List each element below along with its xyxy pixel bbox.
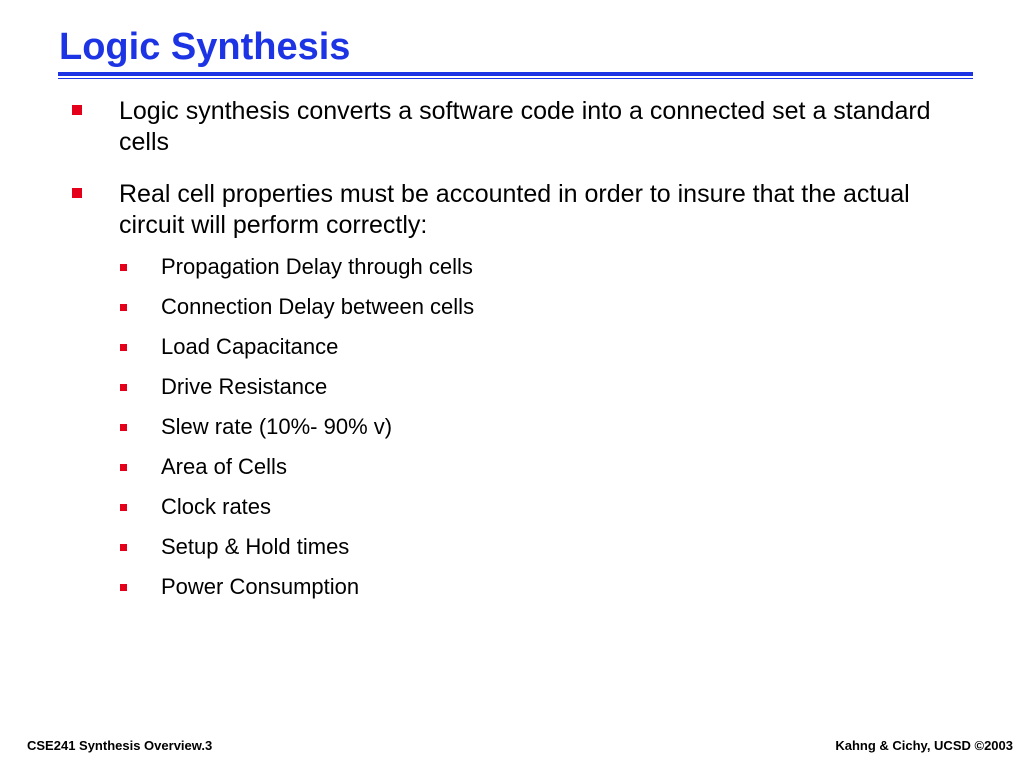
bullet-text: Logic synthesis converts a software code into a connected set a standard cells xyxy=(119,97,931,156)
sub-bullet-item xyxy=(161,254,941,280)
sub-bullet-item xyxy=(161,414,941,440)
bullet-text: Real cell properties must be accounted in order to insure that the actual circuit will perform correctly: xyxy=(119,180,910,239)
sub-bullet-text: Clock rates xyxy=(161,494,272,519)
sub-bullet-item xyxy=(161,374,941,400)
sub-bullet-text: Power Consumption xyxy=(161,574,360,599)
sub-bullet-text: Drive Resistance xyxy=(161,374,328,399)
square-bullet-icon xyxy=(120,344,127,351)
sub-bullet-item xyxy=(161,494,941,520)
sub-bullet-text: Connection Delay between cells xyxy=(161,294,475,319)
sub-bullet-text: Area of Cells xyxy=(161,454,287,479)
slide-title: Logic Synthesis xyxy=(59,26,351,68)
square-bullet-icon xyxy=(120,504,127,511)
bullet-item xyxy=(119,179,939,241)
sub-bullet-item xyxy=(161,294,941,320)
square-bullet-icon xyxy=(120,304,127,311)
bullet-item xyxy=(119,96,939,158)
sub-bullet-text: Setup & Hold times xyxy=(161,534,350,559)
square-bullet-icon xyxy=(120,264,127,271)
square-bullet-icon xyxy=(120,584,127,591)
footer-copyright: Kahng & Cichy, UCSD ©2003 xyxy=(835,738,1013,753)
sub-bullet-item xyxy=(161,534,941,560)
title-underline-thin xyxy=(58,78,973,79)
sub-bullet-item xyxy=(161,334,941,360)
square-bullet-icon xyxy=(72,188,82,198)
sub-bullet-item xyxy=(161,574,941,600)
square-bullet-icon xyxy=(120,384,127,391)
sub-bullet-text: Slew rate (10%- 90% v) xyxy=(161,414,393,439)
square-bullet-icon xyxy=(72,105,82,115)
square-bullet-icon xyxy=(120,464,127,471)
footer-course-label: CSE241 Synthesis Overview.3 xyxy=(27,738,213,753)
square-bullet-icon xyxy=(120,424,127,431)
sub-bullet-text: Load Capacitance xyxy=(161,334,339,359)
sub-bullet-item xyxy=(161,454,941,480)
sub-bullet-text: Propagation Delay through cells xyxy=(161,254,473,279)
title-underline xyxy=(58,72,973,76)
square-bullet-icon xyxy=(120,544,127,551)
